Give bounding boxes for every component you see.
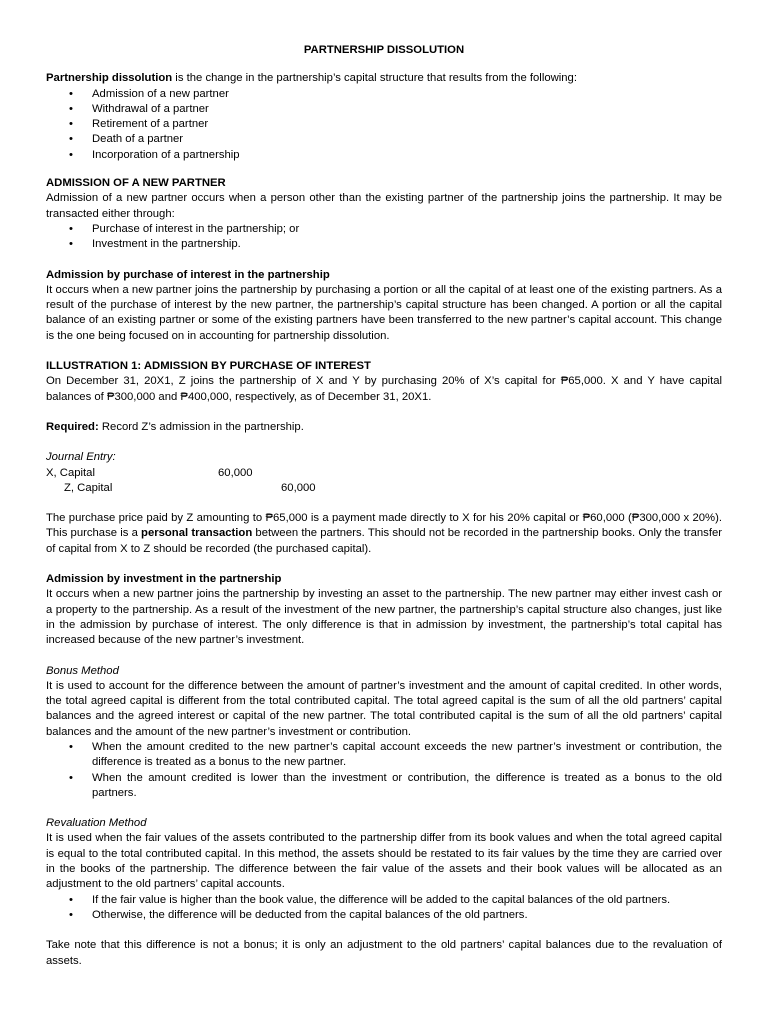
journal-entry-label: Journal Entry: bbox=[46, 451, 116, 464]
closing-note: Take note that this difference is not a bonus; it is only an adjustment to the old partners’ capital balances due to the revaluation of assets. bbox=[46, 939, 722, 967]
explanation-text-a: The purchase price paid by Z amounting to ₱65,000 is a payment made directly to X for his 20% capital or ₱60,000 (₱300,000 x 20%). This purchase is a bbox=[46, 512, 722, 540]
admission-text: Admission of a new partner occurs when a person other than the existing partner of the partnership joins the partnership. It may be transacted either through: bbox=[46, 192, 722, 220]
credit-account: Z, Capital bbox=[64, 481, 113, 494]
list-item: • Investment in the partnership. bbox=[46, 237, 722, 252]
intro-paragraph bbox=[46, 71, 722, 86]
journal-debit-row bbox=[46, 466, 722, 481]
credit-amount: 60,000 bbox=[281, 481, 316, 494]
purchase-heading: Admission by purchase of interest in the partnership bbox=[46, 268, 330, 281]
revaluation-heading: Revaluation Method bbox=[46, 817, 147, 830]
investment-text: It occurs when a new partner joins the partnership by investing an asset to the partnership. The new partner may either invest cash or a property to the partnership. As a result of the investment of the new partner, the partnership’s capital structure also changes, just like in the admission by purchase of interest. The only difference is that in admission by investment, the partnership’s total capital has increased because of the new partner’s investment. bbox=[46, 588, 722, 647]
list-item: • Admission of a new partner bbox=[46, 87, 722, 102]
revaluation-text: It is used when the fair values of the assets contributed to the partnership differ from its book values and when the total agreed capital is equal to the total contributed capital. In this method, the assets should be restated to its fair values by the time they are carried over in the books of the partnership. The difference between the fair value of the assets and their book values will be allocated as an adjustment to the old partners’ capital accounts. bbox=[46, 832, 722, 891]
debit-amount: 60,000 bbox=[218, 466, 253, 479]
journal-credit-row bbox=[46, 481, 722, 496]
investment-heading: Admission by investment in the partnership bbox=[46, 573, 282, 586]
bonus-list bbox=[46, 740, 722, 801]
bonus-heading: Bonus Method bbox=[46, 664, 119, 677]
required-line bbox=[46, 420, 722, 435]
list-item: • Purchase of interest in the partnership; or bbox=[46, 222, 722, 237]
intro-text: is the change in the partnership’s capital structure that results from the following: bbox=[172, 72, 577, 85]
required-label: Required: bbox=[46, 420, 99, 433]
illustration-heading: ILLUSTRATION 1: ADMISSION BY PURCHASE OF INTEREST bbox=[46, 360, 371, 373]
list-item: • Incorporation of a partnership bbox=[46, 148, 722, 163]
list-item: • When the amount credited to the new partner’s capital account exceeds the new partner’s investment or contribution, the difference is treated as a bonus to the new partner. bbox=[46, 740, 722, 771]
list-item: • Otherwise, the difference will be deducted from the capital balances of the old partners. bbox=[46, 908, 722, 923]
bonus-text: It is used to account for the difference between the amount of partner’s investment and the amount of capital credited. In other words, the total agreed capital is different from the total contributed capital. The total agreed capital is the sum of all the old partners’ capital balances and the agreed interest or capital of the new partner. The total contributed capital is the sum of all the old partners’ capital balances and the amount of the new partner’s investment or contribution. bbox=[46, 679, 722, 738]
illustration-text: On December 31, 20X1, Z joins the partnership of X and Y by purchasing 20% of X’s capital for ₱65,000. X and Y have capital balances of ₱300,000 and ₱400,000, respectively, as of December 31, 20X1. bbox=[46, 375, 722, 403]
admission-methods-list bbox=[46, 222, 722, 253]
required-text: Record Z’s admission in the partnership. bbox=[98, 420, 304, 433]
list-item: • Retirement of a partner bbox=[46, 117, 722, 132]
personal-transaction-term: personal transaction bbox=[141, 527, 253, 540]
illustration-explanation bbox=[46, 511, 722, 557]
debit-account: X, Capital bbox=[46, 466, 95, 479]
intro-term: Partnership dissolution bbox=[46, 72, 173, 85]
admission-heading: ADMISSION OF A NEW PARTNER bbox=[46, 177, 226, 190]
dissolution-causes-list bbox=[46, 87, 722, 163]
list-item: • If the fair value is higher than the book value, the difference will be added to the capital balances of the old partners. bbox=[46, 893, 722, 908]
purchase-text: It occurs when a new partner joins the partnership by purchasing a portion or all the capital of at least one of the existing partners. As a result of the purchase of interest by the new partner, the partnership’s capital structure has been changed. A portion or all the capital balance of an existing partner or some of the existing partners have been transferred to the new partner’s capital account. This change is the one being focused on in accounting for partnership dissolution. bbox=[46, 283, 722, 342]
list-item: • Withdrawal of a partner bbox=[46, 102, 722, 117]
list-item: • Death of a partner bbox=[46, 132, 722, 147]
revaluation-list bbox=[46, 893, 722, 924]
explanation-text-b: between the partners. This should not be recorded in the partnership books. Only the transfer of capital from X to Z should be recorded (the purchased capital). bbox=[46, 527, 723, 555]
list-item: • When the amount credited is lower than the investment or contribution, the difference is treated as a bonus to the old partners. bbox=[46, 771, 722, 802]
page-title: PARTNERSHIP DISSOLUTION bbox=[303, 44, 465, 56]
